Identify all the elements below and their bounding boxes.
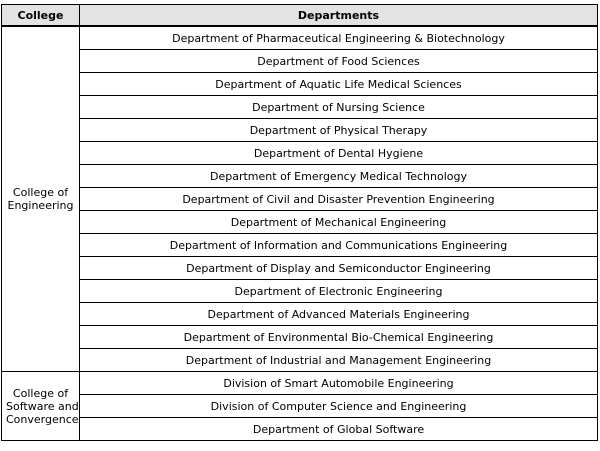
department-cell: Department of Electronic Engineering bbox=[80, 280, 598, 303]
department-cell: Department of Emergency Medical Technology bbox=[80, 165, 598, 188]
table-row bbox=[2, 50, 598, 73]
department-cell: Department of Display and Semiconductor Engineering bbox=[80, 257, 598, 280]
department-cell: Department of Advanced Materials Engineering bbox=[80, 303, 598, 326]
table-row bbox=[2, 280, 598, 303]
department-cell: Department of Physical Therapy bbox=[80, 119, 598, 142]
college-name-line: Engineering bbox=[7, 199, 74, 212]
department-cell: Division of Computer Science and Engineering bbox=[80, 395, 598, 418]
table-row bbox=[2, 142, 598, 165]
table-row bbox=[2, 96, 598, 119]
college-name-line: College of bbox=[12, 386, 69, 400]
table-row bbox=[2, 349, 598, 372]
department-cell: Department of Information and Communications Engineering bbox=[80, 234, 598, 257]
departments-header: Departments bbox=[80, 5, 598, 27]
department-cell: Department of Aquatic Life Medical Sciences bbox=[80, 73, 598, 96]
department-cell: Department of Pharmaceutical Engineering & Biotechnology bbox=[80, 26, 598, 50]
table-row bbox=[2, 257, 598, 280]
department-cell: Department of Nursing Science bbox=[80, 96, 598, 119]
department-cell: Department of Environmental Bio-Chemical Engineering bbox=[80, 326, 598, 349]
department-cell: Department of Civil and Disaster Prevention Engineering bbox=[80, 188, 598, 211]
table-row bbox=[2, 211, 598, 234]
department-cell: Department of Food Sciences bbox=[80, 50, 598, 73]
table-row bbox=[2, 303, 598, 326]
table-row bbox=[2, 372, 598, 395]
table-row bbox=[2, 395, 598, 418]
table-row bbox=[2, 326, 598, 349]
college-name-line: College of bbox=[12, 186, 69, 199]
table-row bbox=[2, 418, 598, 441]
college-departments-table bbox=[1, 4, 598, 441]
table-row bbox=[2, 73, 598, 96]
college-name-line: Convergence bbox=[6, 412, 79, 426]
table-row bbox=[2, 119, 598, 142]
college-name-line: Software and bbox=[6, 399, 79, 413]
department-cell: Department of Industrial and Management Engineering bbox=[80, 349, 598, 372]
header-row bbox=[2, 5, 598, 27]
table-row bbox=[2, 26, 598, 50]
table-row bbox=[2, 188, 598, 211]
table-row bbox=[2, 234, 598, 257]
college-header: College bbox=[2, 5, 80, 27]
department-cell: Department of Dental Hygiene bbox=[80, 142, 598, 165]
department-cell: Division of Smart Automobile Engineering bbox=[80, 372, 598, 395]
table-row bbox=[2, 165, 598, 188]
department-cell: Department of Global Software bbox=[80, 418, 598, 441]
college-cell-software-convergence bbox=[2, 372, 80, 441]
college-cell-engineering bbox=[2, 26, 80, 372]
department-cell: Department of Mechanical Engineering bbox=[80, 211, 598, 234]
